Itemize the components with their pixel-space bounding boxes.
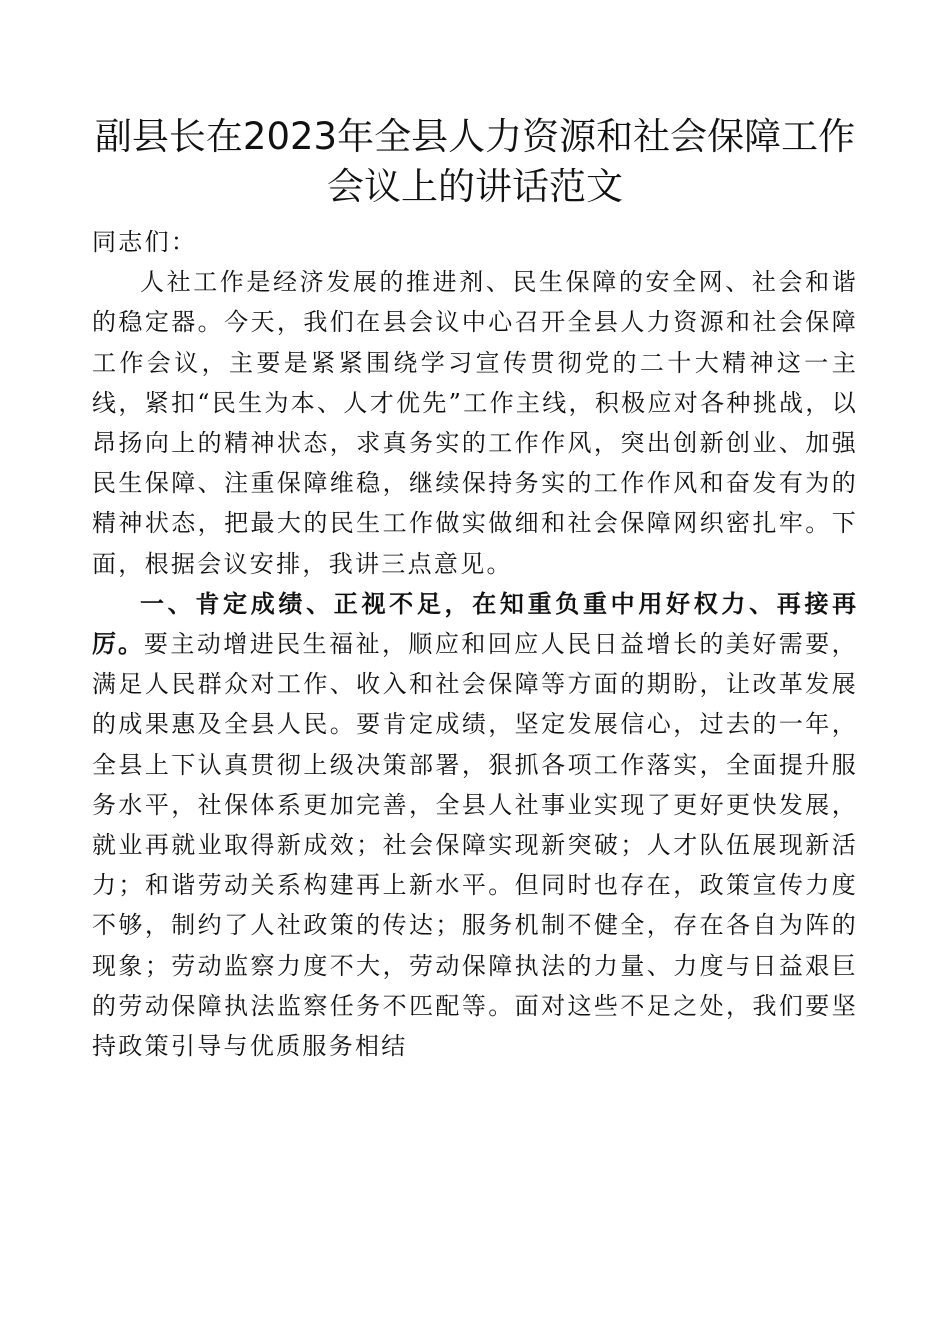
paragraph-text: 要主动增进民生福祉，顺应和回应人民日益增长的美好需要，满足人民群众对工作、收入和社会保障等方面的期盼，让改革发展的成果惠及全县人民。要肯定成绩，坚定发展信心，过去的一年，全县上下认真贯彻上级决策部署，狠抓各项工作落实，全面提升服务水平，社保体系更加完善，全县人社事业实现了更好更快发展，就业再就业取得新成效；社会保障实现新突破；人才队伍展现新活力；和谐劳动关系构建再上新水平。但同时也存在，政策宣传力度不够，制约了人社政策的传达；服务机制不健全，存在各自为阵的现象；劳动监察力度不大，劳动保障执法的力量、力度与日益艰巨的劳动保障执法监察任务不匹配等。面对这些不足之处，我们要坚持政策引导与优质服务相结 xyxy=(92,630,858,1061)
salutation: 同志们： xyxy=(92,228,198,256)
paragraph-section-one xyxy=(92,584,858,1066)
section-heading: 一、肯定成绩、正视不足，在知重负重中用好权力、再接再厉。 xyxy=(92,588,858,659)
document-page xyxy=(92,112,858,1066)
document-body xyxy=(92,222,858,1066)
document-title: 副县长在2023年全县人力资源和社会保障工作会议上的讲话范文 xyxy=(94,115,856,208)
paragraph-text: 人社工作是经济发展的推进剂、民生保障的安全网、社会和谐的稳定器。今天，我们在县会议中心召开全县人力资源和社会保障工作会议，主要是紧紧围绕学习宣传贯彻党的二十大精神这一主线，紧扣“民生为本、人才优先”工作主线，积极应对各种挑战，以昂扬向上的精神状态，求真务实的工作作风，突出创新创业、加强民生保障、注重保障维稳，继续保持务实的工作作风和奋发有为的精神状态，把最大的民生工作做实做细和社会保障网织密扎牢。下面，根据会议安排，我讲三点意见。 xyxy=(92,268,858,578)
paragraph-intro xyxy=(92,262,858,584)
